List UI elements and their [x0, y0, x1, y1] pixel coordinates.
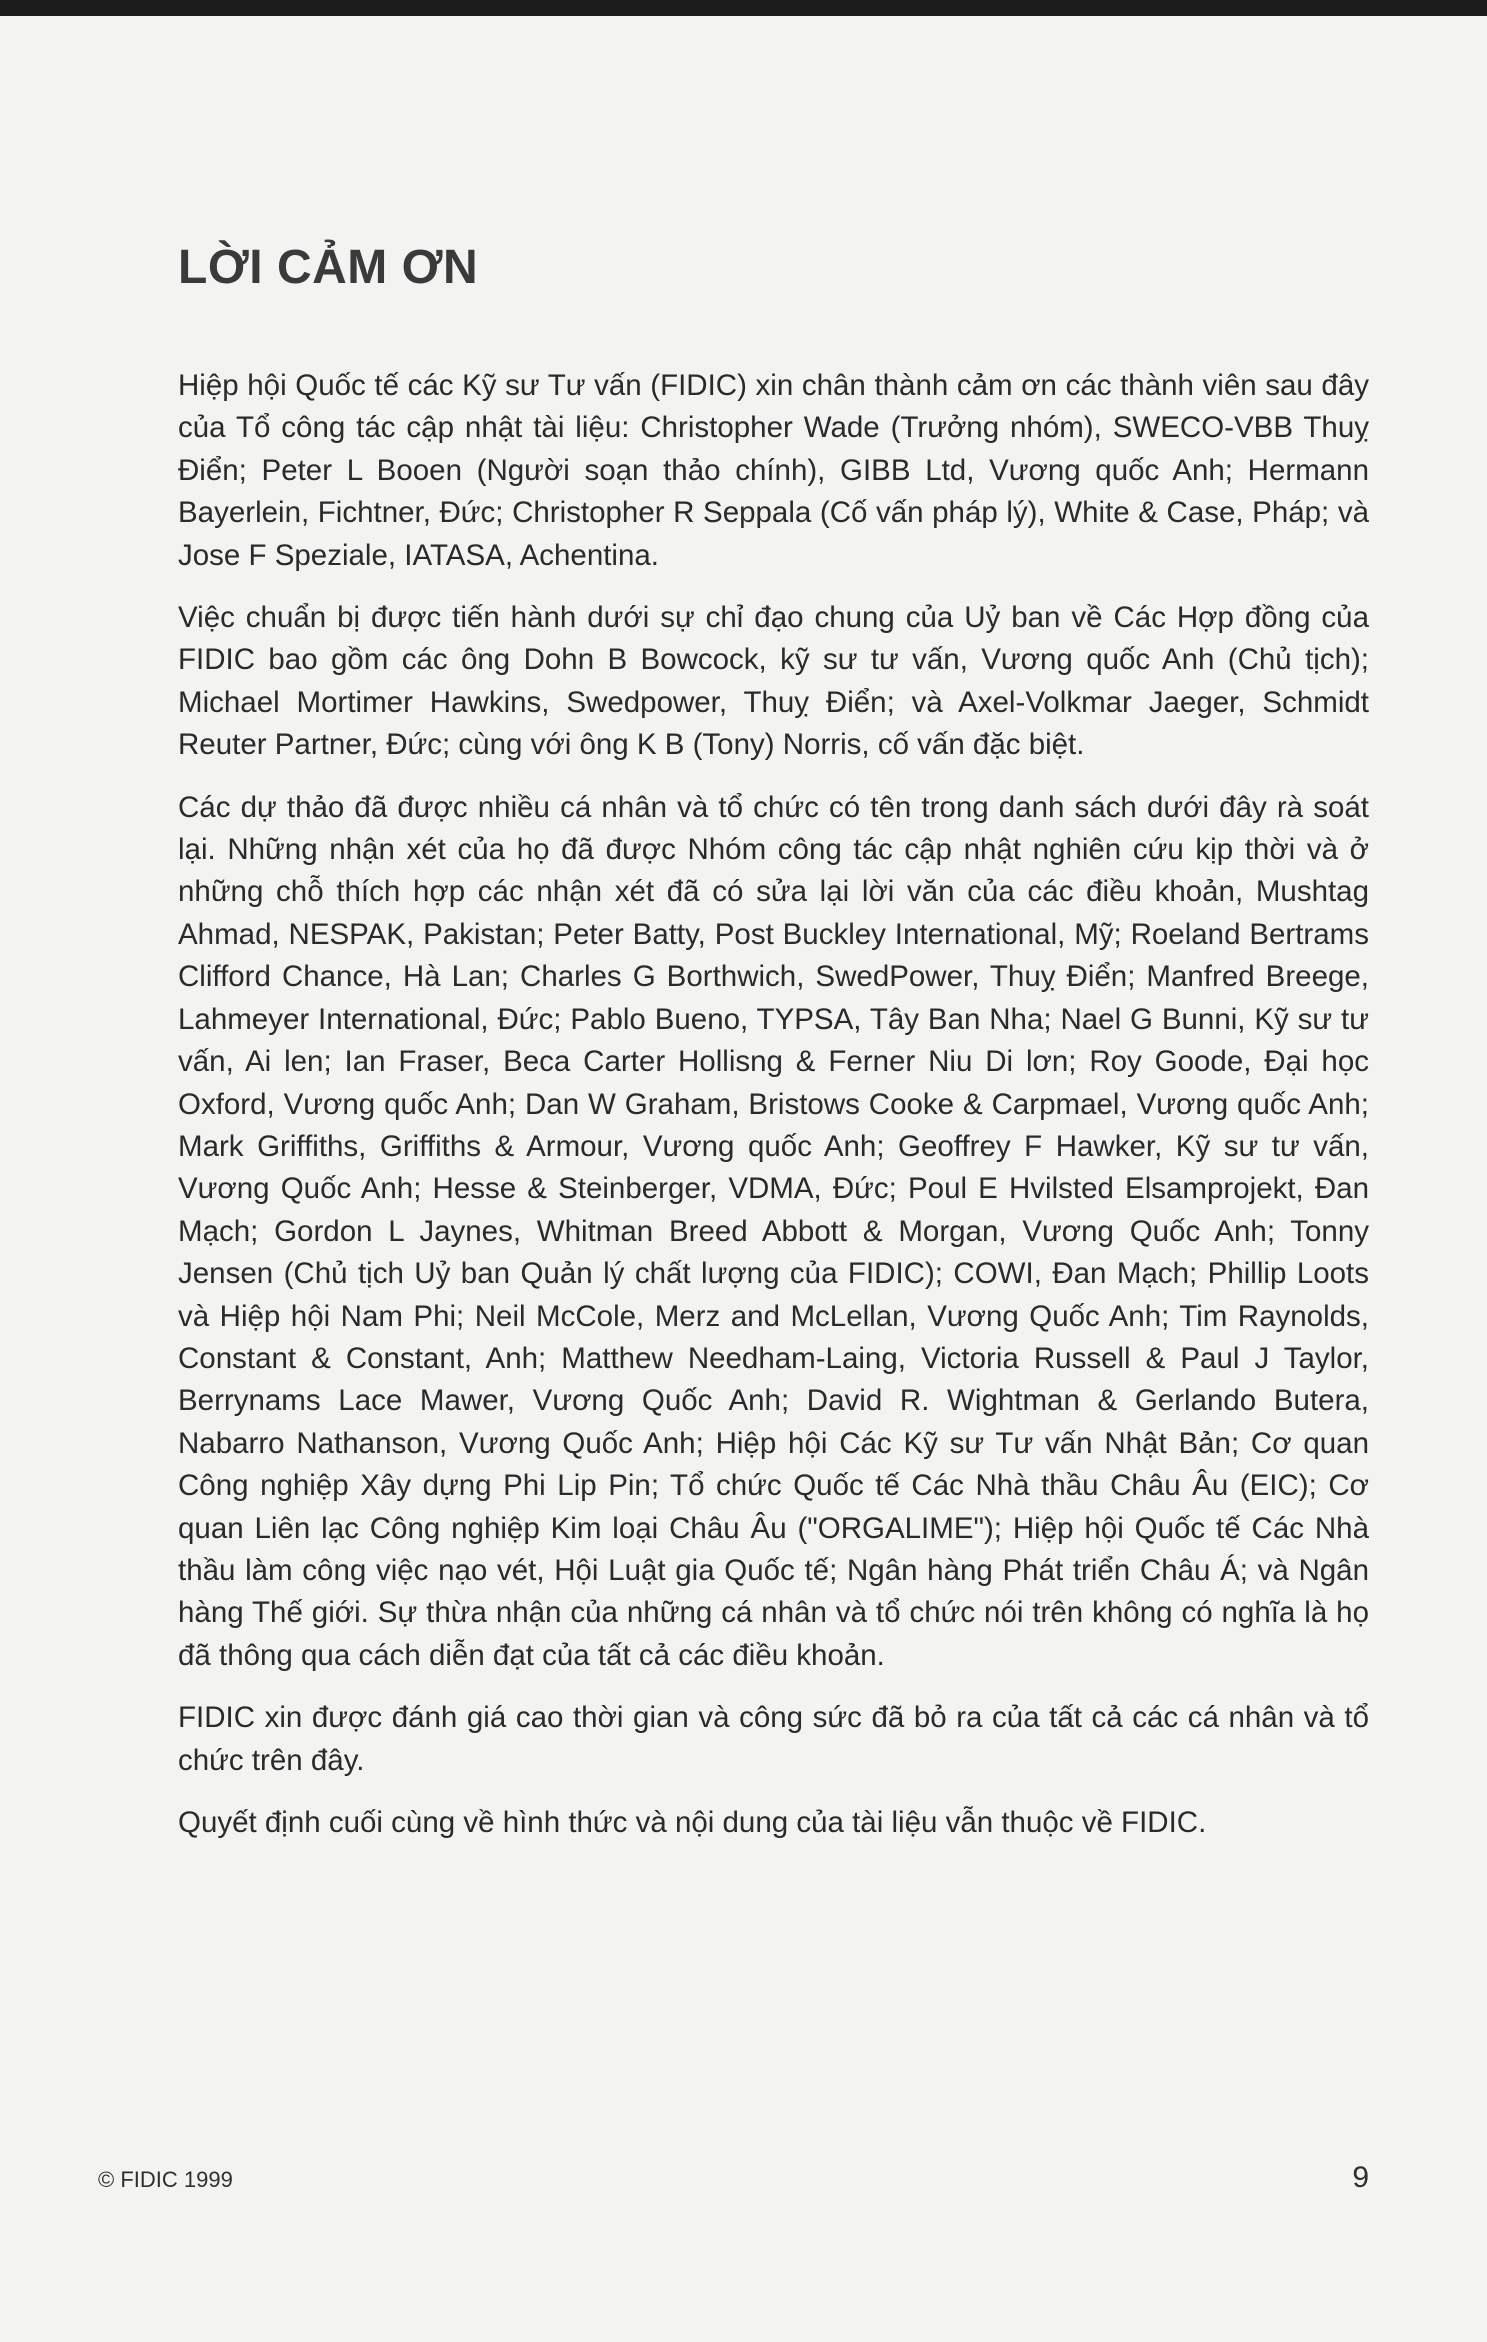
paragraph-final-decision: Quyết định cuối cùng về hình thức và nội dung của tài liệu vẫn thuộc về FIDIC. [178, 1806, 1207, 1839]
page-number: 9 [1352, 2161, 1369, 2194]
paragraph-working-group: Hiệp hội Quốc tế các Kỹ sư Tư vấn (FIDIC) xin chân thành cảm ơn các thành viên sau đây của Tổ công tác cập nhật tài liệu: Christopher Wade (Trưởng nhóm), SWECO-VBB Thuỵ Điển; Peter L Booen (Người soạn thảo chính), GIBB Ltd, Vương quốc Anh; Hermann Bayerlein, Fichtner, Đức; Christopher R Seppala (Cố vấn pháp lý), White & Case, Pháp; và Jose F Speziale, IATASA, Achentina. [178, 369, 1369, 572]
footer-copyright: © FIDIC 1999 [98, 2167, 233, 2192]
paragraph-reviewers: Các dự thảo đã được nhiều cá nhân và tổ chức có tên trong danh sách dưới đây rà soát lại. Những nhận xét của họ đã được Nhóm công tác cập nhật nghiên cứu kịp thời và ở những chỗ thích hợp các nhận xét đã có sửa lại lời văn của các điều khoản, Mushtag Ahmad, NESPAK, Pakistan; Peter Batty, Post Buckley International, Mỹ; Roeland Bertrams Clifford Chance, Hà Lan; Charles G Borthwich, SwedPower, Thuỵ Điển; Manfred Breege, Lahmeyer International, Đức; Pablo Bueno, TYPSA, Tây Ban Nha; Nael G Bunni, Kỹ sư tư vấn, Ai len; Ian Fraser, Beca Carter Hollisng & Ferner Niu Di lơn; Roy Goode, Đại học Oxford, Vương quốc Anh; Dan W Graham, Bristows Cooke & Carpmael, Vương quốc Anh; Mark Griffiths, Griffiths & Armour, Vương quốc Anh; Geoffrey F Hawker, Kỹ sư tư vấn, Vương Quốc Anh; Hesse & Steinberger, VDMA, Đức; Poul E Hvilsted Elsamprojekt, Đan Mạch; Gordon L Jaynes, Whitman Breed Abbott & Morgan, Vương Quốc Anh; Tonny Jensen (Chủ tịch Uỷ ban Quản lý chất lượng của FIDIC); COWI, Đan Mạch; Phillip Loots và Hiệp hội Nam Phi; Neil McCole, Merz and McLellan, Vương Quốc Anh; Tim Raynolds, Constant & Constant, Anh; Matthew Needham-Laing, Victoria Russell & Paul J Taylor, Berrynams Lace Mawer, Vương Quốc Anh; David R. Wightman & Gerlando Butera, Nabarro Nathanson, Vương Quốc Anh; Hiệp hội Các Kỹ sư Tư vấn Nhật Bản; Cơ quan Công nghiệp Xây dựng Phi Lip Pin; Tổ chức Quốc tế Các Nhà thầu Châu Âu (EIC); Cơ quan Liên lạc Công nghiệp Kim loại Châu Âu ("ORGALIME"); Hiệp hội Quốc tế Các Nhà thầu làm công việc nạo vét, Hội Luật gia Quốc tế; Ngân hàng Phát triển Châu Á; và Ngân hàng Thế giới. Sự thừa nhận của những cá nhân và tổ chức nói trên không có nghĩa là họ đã thông qua cách diễn đạt của tất cả các điều khoản. [178, 790, 1369, 1672]
document-body [178, 365, 1369, 1864]
paragraph-contracts-committee: Việc chuẩn bị được tiến hành dưới sự chỉ đạo chung của Uỷ ban về Các Hợp đồng của FIDIC bao gồm các ông Dohn B Bowcock, kỹ sư tư vấn, Vương quốc Anh (Chủ tịch); Michael Mortimer Hawkins, Swedpower, Thuỵ Điển; và Axel-Volkmar Jaeger, Schmidt Reuter Partner, Đức; cùng với ông K B (Tony) Norris, cố vấn đặc biệt. [178, 601, 1369, 762]
page-title: LỜI CẢM ƠN [178, 241, 479, 294]
paragraph-appreciation: FIDIC xin được đánh giá cao thời gian và công sức đã bỏ ra của tất cả các cá nhân và tổ chức trên đây. [178, 1701, 1369, 1777]
scan-top-edge [0, 0, 1487, 16]
